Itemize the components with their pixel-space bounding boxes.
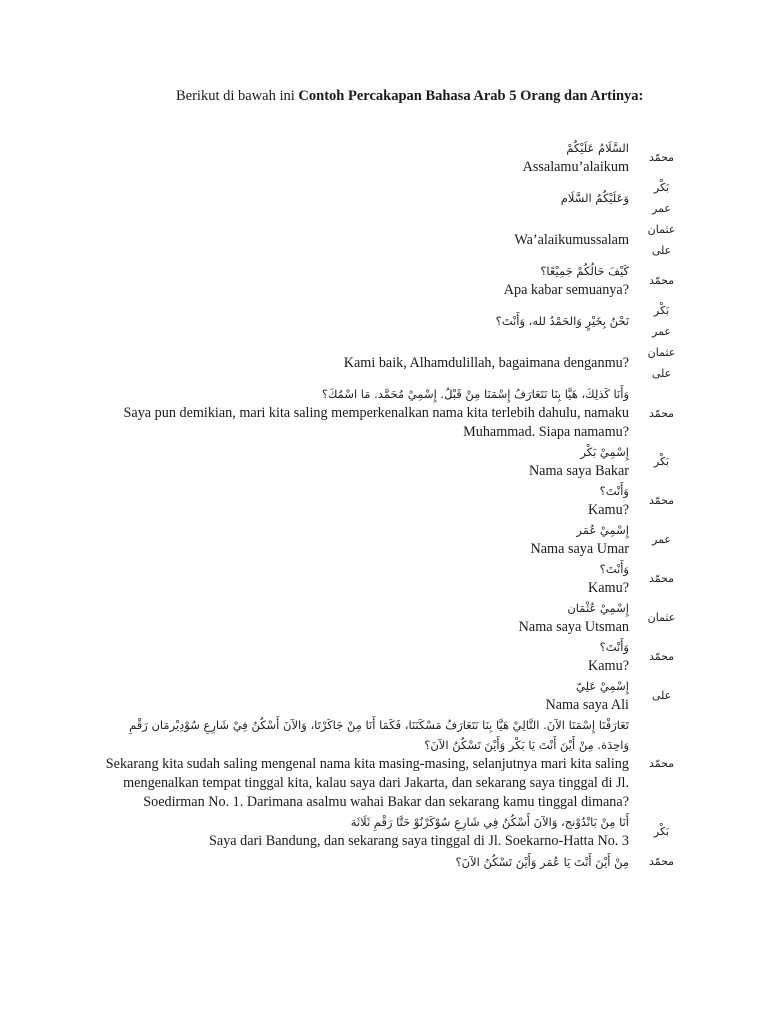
speaker-cell [629, 821, 684, 842]
arabic-line: إِسْمِيْ عَلِيّ [576, 679, 629, 693]
speaker-name: بَكْر [653, 181, 670, 194]
translation-line: Kamu? [588, 580, 629, 596]
dialogue-turn [96, 520, 684, 559]
speaker-cell [629, 451, 684, 472]
translation-line: Kamu? [588, 658, 629, 674]
arabic-line: إِسْمِيْ عُثْمَان [567, 601, 629, 615]
translation-line: Nama saya Umar [530, 541, 629, 557]
arabic-line: تَعَارَفْنَا إِسْمَنَا الآنَ. التَّالِيْ هَيَّا بِنَا نَتَعَارَفُ مَسْكَنَنَا، فَكَمَا أَنَا مِنْ جَاكَرْتَا، وَالآنَ أَسْكُنُ فِيْ شَارِعِ سُوْدِيْرمَان رَقْمِ وَاحِدَة. مِنْ أَيْنَ أَنْتَ يَا بَكْر وَأَيْنَ تَسْكُنُ الآنَ؟ [129, 718, 629, 752]
translation-line: Nama saya Utsman [518, 619, 629, 635]
speaker-cell [629, 685, 684, 706]
turn-content [96, 812, 629, 851]
speaker-cell [629, 403, 684, 424]
speaker-name: محمّد [648, 572, 675, 585]
speaker-cell [629, 300, 684, 342]
arabic-line: وَأَنْتَ؟ [599, 562, 629, 576]
speaker-name: محمّد [648, 151, 675, 164]
speaker-name: عمر [652, 325, 671, 338]
turn-content [96, 354, 629, 373]
arabic-line: وَعَلَيْكُمُ السَّلَام [560, 191, 629, 205]
dialogue-turn [96, 637, 684, 676]
speaker-name: على [651, 689, 672, 702]
turn-content [96, 231, 629, 250]
turn-content [96, 188, 629, 208]
translation-line: Saya dari Bandung, dan sekarang saya tinggal di Jl. Soekarno-Hatta No. 3 [209, 833, 629, 849]
speaker-cell [629, 568, 684, 589]
speaker-name: عمر [652, 533, 671, 546]
speaker-name: بَكْر [653, 825, 670, 838]
translation-line: Assalamu’alaikum [522, 159, 629, 175]
speaker-cell [629, 646, 684, 667]
dialogue-turn [96, 300, 684, 342]
arabic-line: إِسْمِيْ بَكْر [580, 445, 629, 459]
speaker-cell [629, 177, 684, 219]
speaker-cell [629, 219, 684, 261]
arabic-line: أَنَا مِنْ بَانْدُوْنج، وَالآنَ أَسْكُنُ فِي شَارِعِ سُوْكَرْنُوْ حَتَّا رَقْمِ ثَلَاثَة [350, 815, 629, 829]
turn-content [96, 715, 629, 812]
intro-title: Contoh Percakapan Bahasa Arab 5 Orang dan Artinya: [298, 88, 644, 104]
arabic-line: وَأَنْتَ؟ [599, 640, 629, 654]
speaker-name: بَكْر [653, 304, 670, 317]
speaker-name: محمّد [648, 274, 675, 287]
speaker-name: على [651, 244, 672, 257]
translation-line: Saya pun demikian, mari kita saling memperkenalkan nama kita terlebih dahulu, namaku Muhammad. Siapa namamu? [123, 405, 629, 440]
speaker-name: محمّد [648, 757, 675, 770]
turn-content [96, 138, 629, 177]
dialogue-turn [96, 715, 684, 812]
speaker-name: عثمان [647, 346, 676, 359]
turn-content [96, 520, 629, 559]
turn-content [96, 676, 629, 715]
translation-line: Nama saya Ali [545, 697, 629, 713]
arabic-line: كَيْفَ حَالُكُمْ جَمِيْعًا؟ [540, 264, 629, 278]
turn-content [96, 384, 629, 442]
speaker-cell [629, 753, 684, 774]
speaker-cell [629, 490, 684, 511]
turn-content [96, 637, 629, 676]
speaker-name: عثمان [647, 223, 676, 236]
dialogue-turn [96, 261, 684, 300]
speaker-name: محمّد [648, 406, 675, 420]
arabic-line: إِسْمِيْ عُمَر [576, 523, 629, 537]
speaker-name: محمّد [648, 494, 675, 507]
dialogue-table [96, 138, 684, 872]
dialogue-turn [96, 219, 684, 261]
turn-content [96, 481, 629, 520]
speaker-name: عثمان [647, 611, 676, 624]
translation-line: Kami baik, Alhamdulillah, bagaimana denganmu? [343, 354, 629, 371]
speaker-cell [629, 607, 684, 628]
speaker-name: بَكْر [653, 455, 670, 468]
dialogue-turn [96, 138, 684, 177]
dialogue-turn [96, 598, 684, 637]
dialogue-turn [96, 812, 684, 851]
translation-line: Nama saya Bakar [528, 463, 629, 479]
dialogue-turn [96, 481, 684, 520]
speaker-name: عمر [652, 202, 671, 215]
turn-content [96, 852, 629, 872]
dialogue-turn [96, 559, 684, 598]
turn-content [96, 311, 629, 331]
translation-line: Kamu? [588, 502, 629, 518]
intro-line [176, 88, 736, 105]
arabic-line: مِنْ أَيْنَ أَنْتَ يَا عُمَر وَأَيْنَ تَسْكُنُ الآنَ؟ [455, 854, 629, 869]
speaker-cell [629, 147, 684, 168]
speaker-name: محمّد [648, 650, 675, 663]
arabic-line: السَّلَامُ عَلَيْكُمْ [566, 141, 629, 155]
speaker-cell [629, 270, 684, 291]
turn-content [96, 559, 629, 598]
dialogue-turn [96, 676, 684, 715]
translation-line: Sekarang kita sudah saling mengenal nama kita masing-masing, selanjutnya mari kita saling mengenalkan tempat tinggal kita, kalau saya dari Jakarta, dan sekarang saya tinggal di Jl. Soedirman No. 1. Darimana asalmu wahai Bakar dan sekarang kamu tinggal dimana? [105, 756, 629, 810]
dialogue-turn [96, 384, 684, 442]
speaker-name: على [651, 367, 672, 380]
intro-prefix: Berikut di bawah ini [176, 88, 299, 104]
speaker-cell [629, 851, 684, 872]
arabic-line: وَأَنَا كَذلِكَ، هَيَّا بِنَا نَتَعَارَفُ إِسْمَنَا مِنْ قَبْلُ. إِسْمِيْ مُحَمَّد. مَا اسْمُكَ؟ [321, 387, 629, 401]
turn-content [96, 598, 629, 637]
speaker-cell [629, 529, 684, 550]
speaker-cell [629, 342, 684, 384]
dialogue-turn [96, 177, 684, 219]
translation-line: Apa kabar semuanya? [503, 282, 629, 298]
arabic-line: نَحْنُ بِخَيْرٍ وَالحَمْدُ لله، وَأَنْتَ؟ [495, 314, 629, 328]
dialogue-turn [96, 442, 684, 481]
dialogue-turn [96, 342, 684, 384]
arabic-line: وَأَنْتَ؟ [599, 484, 629, 498]
dialogue-turn [96, 851, 684, 872]
turn-content [96, 261, 629, 300]
turn-content [96, 442, 629, 481]
translation-line: Wa’alaikumussalam [514, 231, 629, 248]
speaker-name: محمّد [648, 855, 675, 868]
